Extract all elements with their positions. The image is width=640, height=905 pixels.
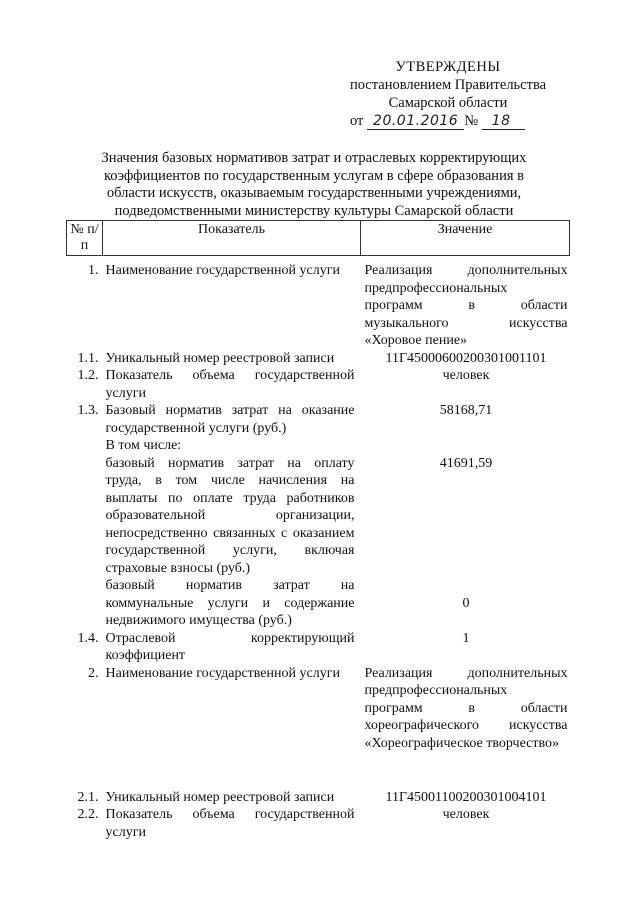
row-num: 1.3. <box>77 403 99 418</box>
approval-date-line <box>330 112 566 130</box>
table-row <box>67 577 570 630</box>
row-indicator: Уникальный номер реестровой записи <box>105 789 335 805</box>
approval-line-2: Самарской области <box>388 95 508 111</box>
table-row <box>67 665 570 789</box>
handwritten-number: 18 <box>482 113 525 130</box>
header-num: № п/п <box>67 221 103 256</box>
approval-line-1: постановлением Правительства <box>349 77 547 93</box>
date-prefix: от <box>350 113 364 129</box>
row-indicator: Отраслевой корректирующий коэффициент <box>105 630 355 663</box>
handwritten-date: 20.01.2016 <box>367 113 464 130</box>
number-prefix: № <box>464 113 479 129</box>
row-value: 11Г45001100200301004101 <box>385 789 547 805</box>
row-num: 1. <box>88 263 99 278</box>
row-value: 11Г45000600200301001101 <box>385 350 547 366</box>
row-indicator: Показатель объема государственной услуги <box>105 368 355 401</box>
table-row <box>67 630 570 665</box>
table-row <box>67 437 570 455</box>
row-value: человек <box>442 807 490 822</box>
row-value: 58168,71 <box>439 403 493 418</box>
norms-table <box>66 220 570 841</box>
row-indicator: Наименование государственной услуги <box>105 665 340 681</box>
row-indicator: Наименование государственной услуги <box>105 263 340 278</box>
row-value: 41691,59 <box>439 455 493 471</box>
row-num: 1.4. <box>77 630 99 646</box>
row-value: Реализация дополнительных предпрофессиональных программ в области хореографического искусства «Хореографическое творчество» <box>364 665 568 751</box>
table-row <box>67 402 570 437</box>
row-num: 2.1. <box>77 789 99 805</box>
row-indicator: Базовый норматив затрат на оказание государственной услуги (руб.) <box>105 403 355 436</box>
header-indicator: Показатель <box>103 221 361 256</box>
approval-stamp <box>330 58 566 130</box>
row-value: 1 <box>462 630 470 646</box>
row-num: 2.2. <box>77 807 99 822</box>
row-value: человек <box>442 368 490 383</box>
row-indicator: Показатель объема государственной услуги <box>105 807 355 840</box>
row-num: 1.1. <box>77 350 99 366</box>
table-row <box>67 789 570 807</box>
row-num: 1.2. <box>77 368 99 383</box>
approval-heading: УТВЕРЖДЕНЫ <box>395 59 501 75</box>
row-value: Реализация дополнительных предпрофессиональных программ в области музыкального искусства «Хоровое пение» <box>364 263 568 348</box>
row-value <box>361 437 570 455</box>
table-header <box>67 221 570 256</box>
row-indicator: В том числе: <box>105 438 182 453</box>
row-indicator: Уникальный номер реестровой записи <box>105 350 335 366</box>
row-value: 0 <box>462 595 470 611</box>
table-row <box>67 350 570 368</box>
row-indicator: базовый норматив затрат на коммунальные услуги и содержание недвижимого имущества (руб.) <box>105 578 355 628</box>
table-row <box>67 367 570 402</box>
row-indicator: базовый норматив затрат на оплату труда, в том числе начисления на выплаты по оплате труда работников образовательной организации, непосредственно связанных с оказанием государственной услуги, включая страховые взносы (руб.) <box>105 455 355 576</box>
table-row <box>67 262 570 350</box>
table-row <box>67 455 570 578</box>
row-num <box>67 437 103 455</box>
row-num <box>67 455 103 578</box>
row-num <box>67 577 103 630</box>
document-title: Значения базовых нормативов затрат и отраслевых корректирующих коэффициентов по государственным услугам в сфере образования в области искусств, оказываемым государственными учреждениями, подведомственными министерству культуры Самарской области <box>101 150 527 219</box>
header-value: Значение <box>361 221 570 256</box>
row-num: 2. <box>88 665 99 681</box>
table-row <box>67 806 570 841</box>
